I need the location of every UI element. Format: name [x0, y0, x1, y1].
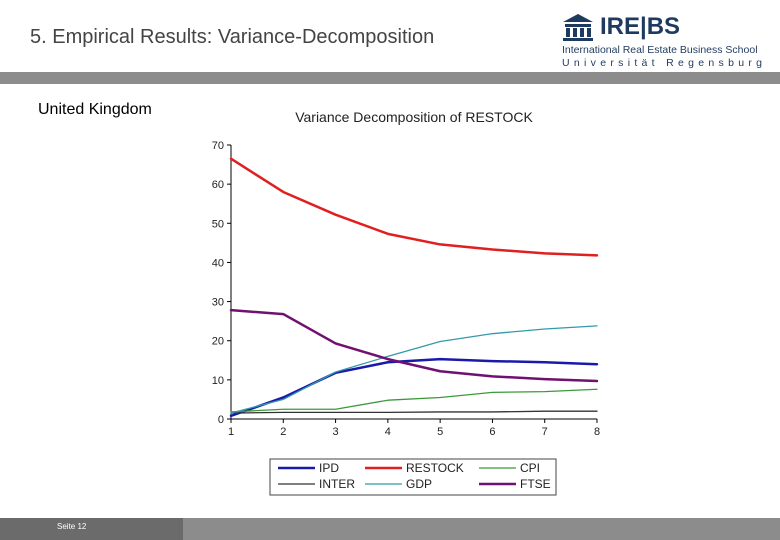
irebs-logo	[562, 10, 767, 70]
series-line-ftse	[231, 310, 597, 381]
country-label: United Kingdom	[38, 101, 152, 118]
variance-decomposition-chart	[183, 84, 623, 518]
y-tick-label: 70	[211, 140, 224, 152]
chart-legend	[270, 459, 556, 495]
page-number: Seite 12	[57, 522, 87, 531]
x-tick-label: 3	[332, 426, 339, 438]
x-tick-label: 7	[541, 426, 548, 438]
series-line-restock	[231, 159, 597, 256]
x-tick-label: 6	[489, 426, 496, 438]
y-tick-label: 10	[211, 374, 224, 387]
logo-university-name: Universität Regensburg	[562, 57, 767, 69]
chart-title: Variance Decomposition of RESTOCK	[295, 109, 533, 125]
legend-label-ipd: IPD	[319, 461, 340, 475]
slide-title: 5. Empirical Results: Variance-Decomposition	[30, 26, 435, 48]
header-divider-bar	[0, 72, 780, 84]
y-tick-label: 50	[211, 218, 224, 231]
y-tick-label: 40	[211, 257, 224, 270]
logo-school-name: International Real Estate Business School	[562, 44, 758, 56]
y-tick-label: 0	[217, 414, 224, 426]
footer-bar-dark	[0, 518, 183, 540]
chart-series-lines	[231, 159, 597, 416]
x-tick-label: 2	[280, 426, 287, 438]
x-tick-label: 4	[384, 426, 391, 438]
y-tick-label: 30	[211, 296, 224, 309]
series-line-inter	[231, 411, 597, 413]
building-icon	[562, 13, 594, 41]
chart-panel	[183, 84, 623, 518]
series-line-gdp	[231, 326, 597, 413]
x-tick-label: 8	[593, 426, 601, 438]
legend-label-gdp: GDP	[406, 477, 433, 491]
series-line-ipd	[231, 359, 597, 416]
legend-label-restock: RESTOCK	[406, 461, 464, 475]
legend-label-ftse: FTSE	[520, 477, 551, 491]
series-line-cpi	[231, 389, 597, 412]
logo-wordmark: IRE|BS	[600, 13, 681, 40]
legend-label-cpi: CPI	[520, 461, 541, 475]
legend-label-inter: INTER	[319, 477, 355, 491]
y-tick-label: 20	[211, 335, 224, 348]
y-tick-label: 60	[211, 179, 224, 192]
x-tick-label: 1	[227, 426, 235, 438]
x-tick-label: 5	[437, 426, 444, 438]
